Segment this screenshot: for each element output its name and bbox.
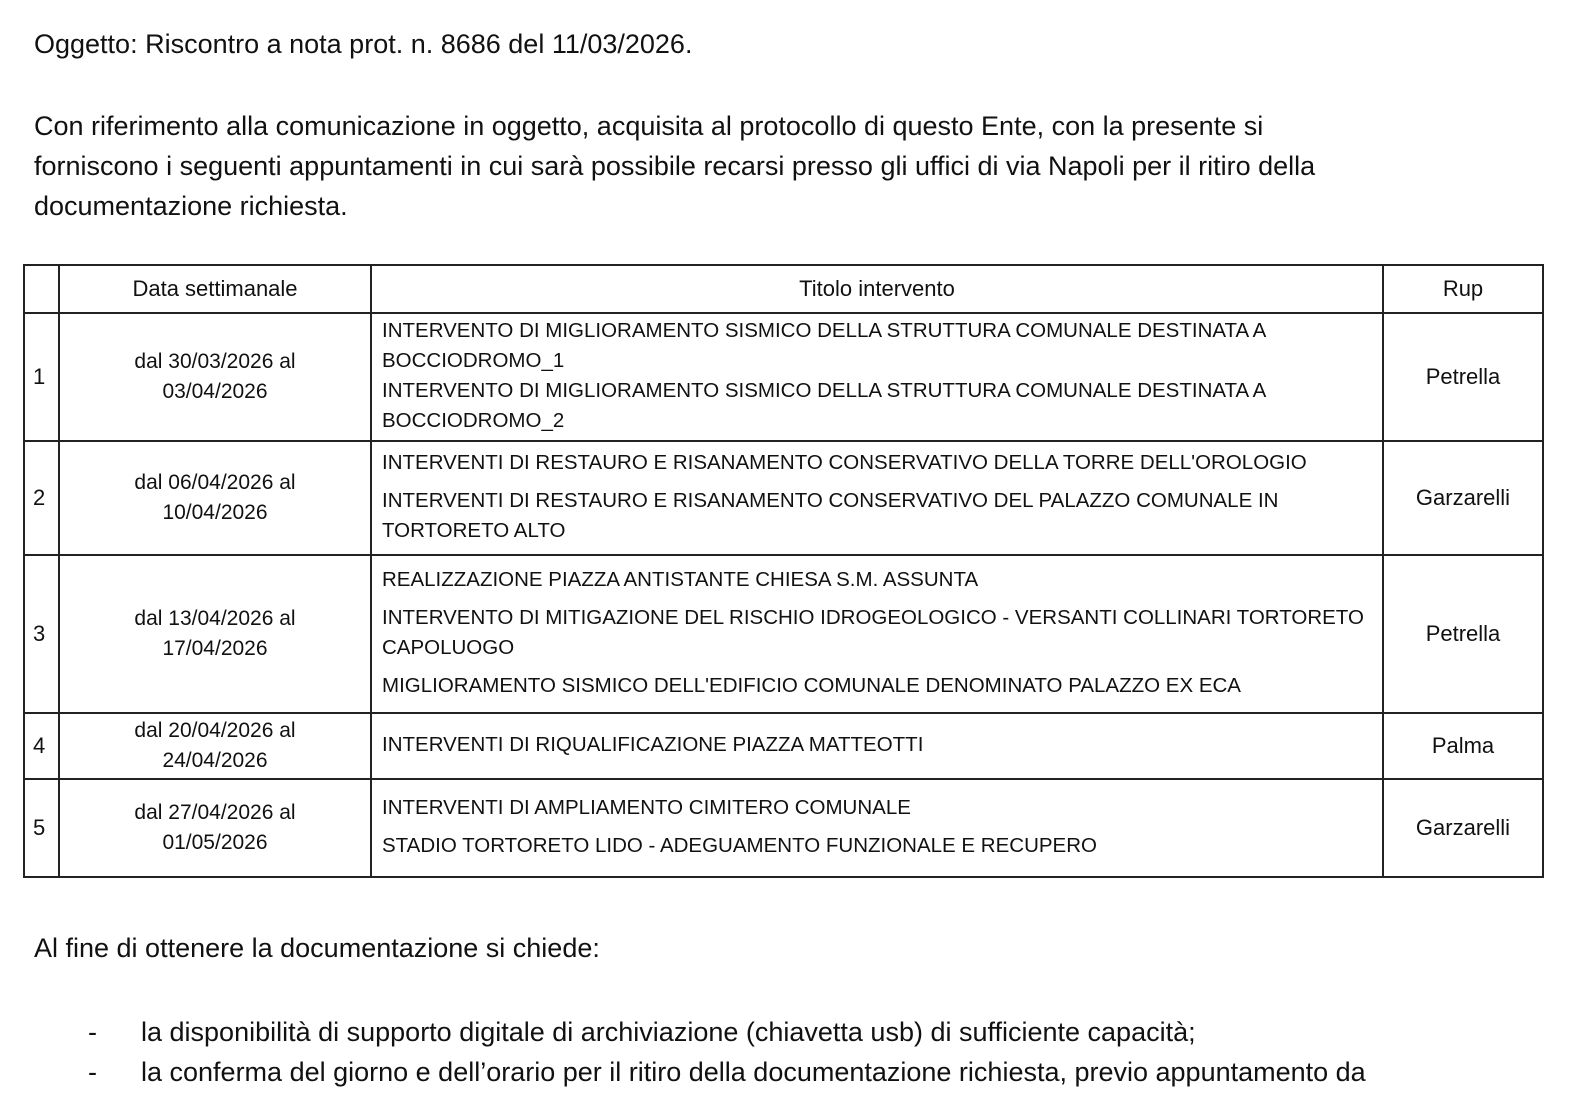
table-row — [24, 713, 1543, 779]
list-item-text: la conferma del giorno e dell’orario per il ritiro della documentazione richiesta, previo appuntamento da — [141, 1057, 1366, 1087]
table-row — [24, 555, 1543, 713]
row-date — [59, 441, 371, 555]
dash-bullet-icon: - — [88, 1057, 97, 1087]
row-titles — [371, 555, 1383, 713]
intervention-title: INTERVENTI DI RESTAURO E RISANAMENTO CONSERVATIVO DEL PALAZZO COMUNALE IN TORTORETO ALTO — [382, 489, 1279, 542]
date-line: dal 27/04/2026 al — [134, 801, 296, 824]
request-list — [0, 1012, 1366, 1092]
row-date — [59, 555, 371, 713]
header-date: Data settimanale — [59, 265, 371, 313]
intervention-title: STADIO TORTORETO LIDO - ADEGUAMENTO FUNZIONALE E RECUPERO — [382, 834, 1097, 857]
intervention-title: REALIZZAZIONE PIAZZA ANTISTANTE CHIESA S.M. ASSUNTA — [382, 568, 979, 591]
intervention-title: INTERVENTI DI RESTAURO E RISANAMENTO CONSERVATIVO DELLA TORRE DELL'OROLOGIO — [382, 451, 1307, 474]
intervention-title: INTERVENTI DI RIQUALIFICAZIONE PIAZZA MATTEOTTI — [382, 733, 924, 756]
table-row — [24, 313, 1543, 441]
header-rup: Rup — [1383, 265, 1543, 313]
intervention-title: INTERVENTI DI AMPLIAMENTO CIMITERO COMUNALE — [382, 796, 911, 819]
row-titles — [371, 779, 1383, 877]
table-header-row — [24, 265, 1543, 313]
row-titles — [371, 313, 1383, 441]
row-number: 4 — [24, 713, 59, 779]
intro-line: forniscono i seguenti appuntamenti in cui sarà possibile recarsi presso gli uffici di via Napoli per il ritiro della — [34, 151, 1316, 181]
request-intro: Al fine di ottenere la documentazione si chiede: — [34, 933, 600, 963]
intro-line: Con riferimento alla comunicazione in oggetto, acquisita al protocollo di questo Ente, con la presente si — [34, 111, 1264, 141]
dash-bullet-icon: - — [88, 1017, 97, 1047]
row-number: 3 — [24, 555, 59, 713]
date-line: dal 30/03/2026 al — [134, 350, 296, 373]
table-row — [24, 779, 1543, 877]
row-titles — [371, 713, 1383, 779]
row-rup: Garzarelli — [1383, 441, 1543, 555]
header-title: Titolo intervento — [371, 265, 1383, 313]
row-date — [59, 713, 371, 779]
date-line: 10/04/2026 — [162, 501, 268, 524]
date-line: dal 06/04/2026 al — [134, 471, 296, 494]
row-date — [59, 779, 371, 877]
row-number: 5 — [24, 779, 59, 877]
row-rup: Petrella — [1383, 313, 1543, 441]
intervention-title: INTERVENTO DI MITIGAZIONE DEL RISCHIO IDROGEOLOGICO - VERSANTI COLLINARI TORTORETO CAPOLUOGO — [382, 606, 1364, 659]
appointments-table — [23, 264, 1544, 878]
row-number: 1 — [24, 313, 59, 441]
list-item-text: la disponibilità di supporto digitale di archiviazione (chiavetta usb) di sufficiente capacità; — [141, 1017, 1196, 1047]
intervention-title: INTERVENTO DI MIGLIORAMENTO SISMICO DELLA STRUTTURA COMUNALE DESTINATA A BOCCIODROMO_1 — [382, 319, 1266, 372]
intervention-title: INTERVENTO DI MIGLIORAMENTO SISMICO DELLA STRUTTURA COMUNALE DESTINATA A BOCCIODROMO_2 — [382, 379, 1266, 432]
date-line: 03/04/2026 — [162, 380, 268, 403]
date-line: 01/05/2026 — [162, 831, 268, 854]
intervention-title: MIGLIORAMENTO SISMICO DELL'EDIFICIO COMUNALE DENOMINATO PALAZZO EX ECA — [382, 674, 1241, 697]
row-rup: Garzarelli — [1383, 779, 1543, 877]
intro-line: documentazione richiesta. — [34, 191, 348, 221]
date-line: 24/04/2026 — [162, 749, 268, 772]
intro-paragraph — [34, 106, 1554, 226]
row-titles — [371, 441, 1383, 555]
date-line: 17/04/2026 — [162, 637, 268, 660]
table-row — [24, 441, 1543, 555]
document-subject: Oggetto: Riscontro a nota prot. n. 8686 del 11/03/2026. — [34, 29, 693, 59]
header-number — [24, 265, 59, 313]
list-item — [0, 1052, 1366, 1092]
row-rup: Petrella — [1383, 555, 1543, 713]
row-number: 2 — [24, 441, 59, 555]
row-date — [59, 313, 371, 441]
date-line: dal 20/04/2026 al — [134, 719, 296, 742]
list-item — [0, 1012, 1366, 1052]
row-rup: Palma — [1383, 713, 1543, 779]
date-line: dal 13/04/2026 al — [134, 607, 296, 630]
